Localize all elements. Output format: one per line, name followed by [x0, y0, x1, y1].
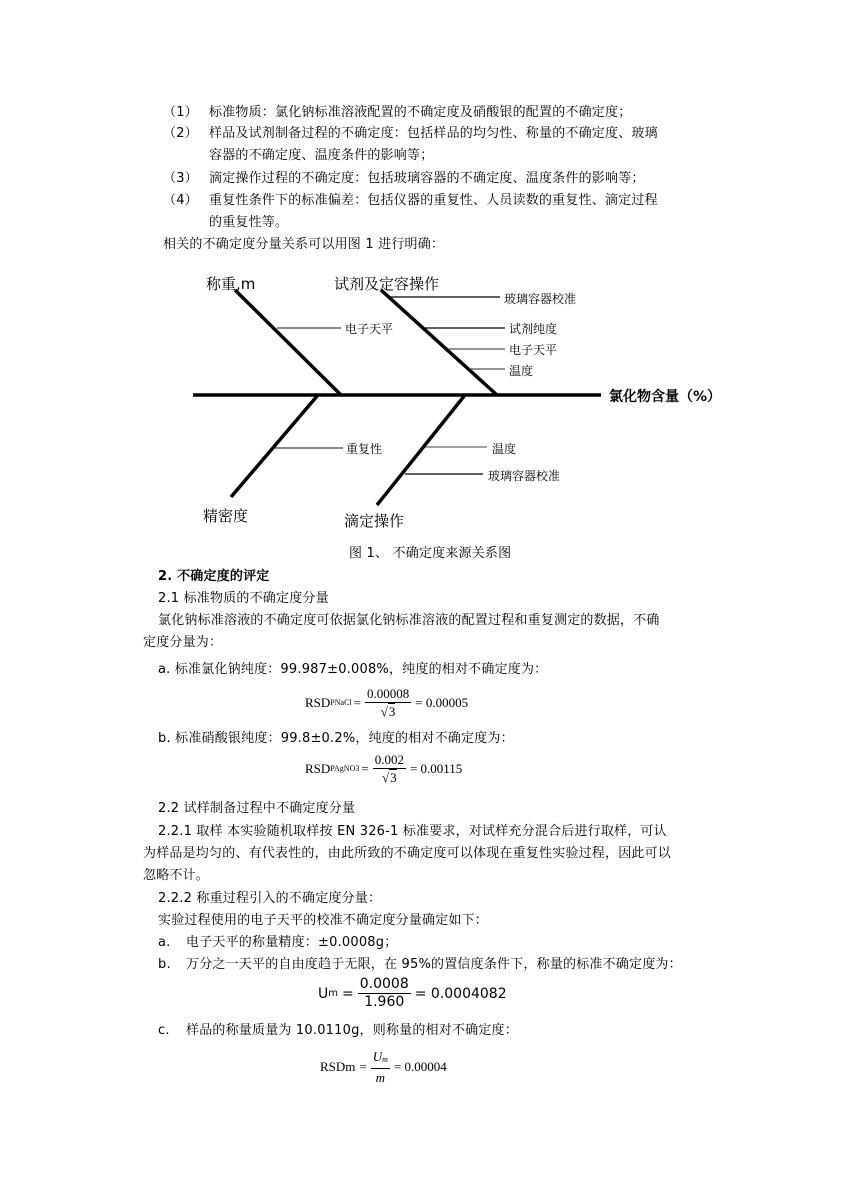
- item-marker: c.: [158, 1023, 170, 1038]
- formula-rsd-pagno3: RSD PAgNO3 = $\frac{0.002}{√3}$ = 0.00115: [305, 752, 463, 785]
- formula-lhs: RSD: [305, 694, 331, 710]
- formula-rsdm: RSDm = $\frac{Um}{m}$ = 0.00004: [320, 1049, 447, 1085]
- figure-intro: 相关的不确定度分量关系可以用图 1 进行明确：: [163, 237, 445, 252]
- formula-rsd-pnacl: RSD PNaCl = $\frac{0.00008}{√3}$ = 0.00005: [305, 686, 469, 719]
- formula-denominator: m: [375, 1070, 386, 1085]
- branch-precision-line: [231, 395, 318, 497]
- cause-label: 电子天平: [345, 322, 394, 336]
- branch-label-reagent: 试剂及定容操作: [334, 275, 440, 293]
- item-text: 样品的称量质量为 10.0110g，则称量的相对不确定度：: [186, 1023, 518, 1038]
- list-item-b: [158, 957, 682, 973]
- cause-label: 玻璃容器校准: [488, 469, 561, 483]
- list-number: （2）: [163, 126, 198, 141]
- list-item-4-continued: 的重复性等。: [209, 215, 289, 230]
- item-text: 电子天平的称量精度：±0.0008g；: [186, 935, 398, 950]
- formula-lhs: U: [318, 985, 329, 1002]
- effect-label: 氯化物含量（%）: [609, 389, 722, 405]
- paragraph-line: 2.2.1 取样 本实验随机取样按 EN 326-1 标准要求，对试样充分混合后进行取样，可认: [158, 824, 667, 839]
- item-b: b. 标准硝酸银纯度：99.8±0.2%，纯度的相对不确定度为：: [158, 731, 514, 746]
- formula-denominator: 3: [390, 770, 397, 785]
- formula-numerator: 0.002: [374, 752, 404, 767]
- formula-subscript: m: [328, 988, 338, 999]
- list-item-2-continued: 容器的不确定度、温度条件的影响等；: [209, 148, 434, 163]
- formula-rhs: = 0.00115: [409, 760, 463, 776]
- paragraph-line: 定度分量为：: [143, 635, 223, 650]
- list-text: 滴定操作过程的不确定度：包括玻璃容器的不确定度、温度条件的影响等；: [209, 171, 645, 186]
- list-item-a: [158, 935, 397, 951]
- list-item-c: [158, 1023, 518, 1039]
- list-number: （1）: [163, 105, 198, 120]
- cause-label: 温度: [492, 442, 517, 456]
- branch-label-weighing: 称重,m: [206, 275, 256, 293]
- item-marker: b.: [158, 957, 171, 972]
- formula-numerator-subscript: m: [382, 1055, 388, 1064]
- cause-label: 重复性: [346, 442, 383, 456]
- item-a: a. 标准氯化钠纯度：99.987±0.008%，纯度的相对不确定度为：: [158, 662, 548, 677]
- item-text: 万分之一天平的自由度趋于无限，在 95%的置信度条件下，称量的标准不确定度为：: [186, 957, 682, 972]
- formula-um: U m = $\frac{0.0008}{1.960}$ = 0.0004082: [318, 976, 507, 1010]
- branch-titration-line: [377, 395, 465, 505]
- formula-numerator: 0.00008: [366, 686, 410, 701]
- item-marker: a.: [158, 935, 171, 950]
- figure-caption: 图 1、 不确定度来源关系图: [349, 546, 512, 561]
- cause-label: 试剂纯度: [509, 322, 558, 336]
- formula-lhs: RSDm: [320, 1059, 356, 1074]
- list-text: 样品及试剂制备过程的不确定度：包括样品的均匀性、称量的不确定度、玻璃: [209, 126, 658, 141]
- paragraph-line: 氯化钠标准溶液的不确定度可依据氯化钠标准溶液的配置过程和重复测定的数据，不确: [158, 613, 660, 628]
- formula-denominator: 3: [388, 704, 396, 719]
- branch-label-titration: 滴定操作: [344, 512, 405, 530]
- formula-subscript: PAgNO3: [330, 764, 360, 773]
- branch-weighing-line: [235, 290, 341, 395]
- subsection-heading: 2.1 标准物质的不确定度分量: [158, 591, 329, 606]
- branch-label-precision: 精密度: [203, 507, 249, 525]
- section-heading: 2. 不确定度的评定: [158, 569, 270, 584]
- formula-rhs: = 0.0004082: [414, 985, 507, 1002]
- branch-reagent-line: [381, 290, 497, 395]
- subsection-heading: 2.2 试样制备过程中不确定度分量: [158, 801, 356, 816]
- formula-lhs: RSD: [305, 760, 331, 776]
- list-number: （3）: [163, 171, 198, 186]
- paragraph-line: 实验过程使用的电子天平的校准不确定度分量确定如下：: [158, 913, 489, 928]
- list-text: 重复性条件下的标准偏差：包括仪器的重复性、人员读数的重复性、滴定过程: [209, 193, 658, 208]
- formula-numerator: U: [372, 1049, 383, 1064]
- cause-label: 玻璃容器校准: [504, 292, 577, 306]
- list-text: 标准物质：氯化钠标准溶液配置的不确定度及硝酸银的配置的不确定度；: [209, 105, 632, 120]
- formula-rhs: = 0.00004: [393, 1059, 447, 1074]
- formula-numerator: 0.0008: [359, 976, 409, 992]
- paragraph-line: 忽略不计。: [143, 868, 210, 883]
- formula-denominator: 1.960: [364, 994, 405, 1010]
- formula-subscript: PNaCl: [330, 698, 352, 707]
- cause-label: 电子天平: [509, 343, 558, 357]
- cause-label: 温度: [509, 364, 534, 378]
- subsection-heading: 2.2.2 称重过程引入的不确定度分量：: [158, 891, 382, 906]
- formula-rhs: = 0.00005: [415, 694, 469, 710]
- paragraph-line: 为样品是均匀的、有代表性的，由此所致的不确定度可以体现在重复性实验过程，因此可以: [143, 846, 672, 861]
- list-number: （4）: [163, 193, 198, 208]
